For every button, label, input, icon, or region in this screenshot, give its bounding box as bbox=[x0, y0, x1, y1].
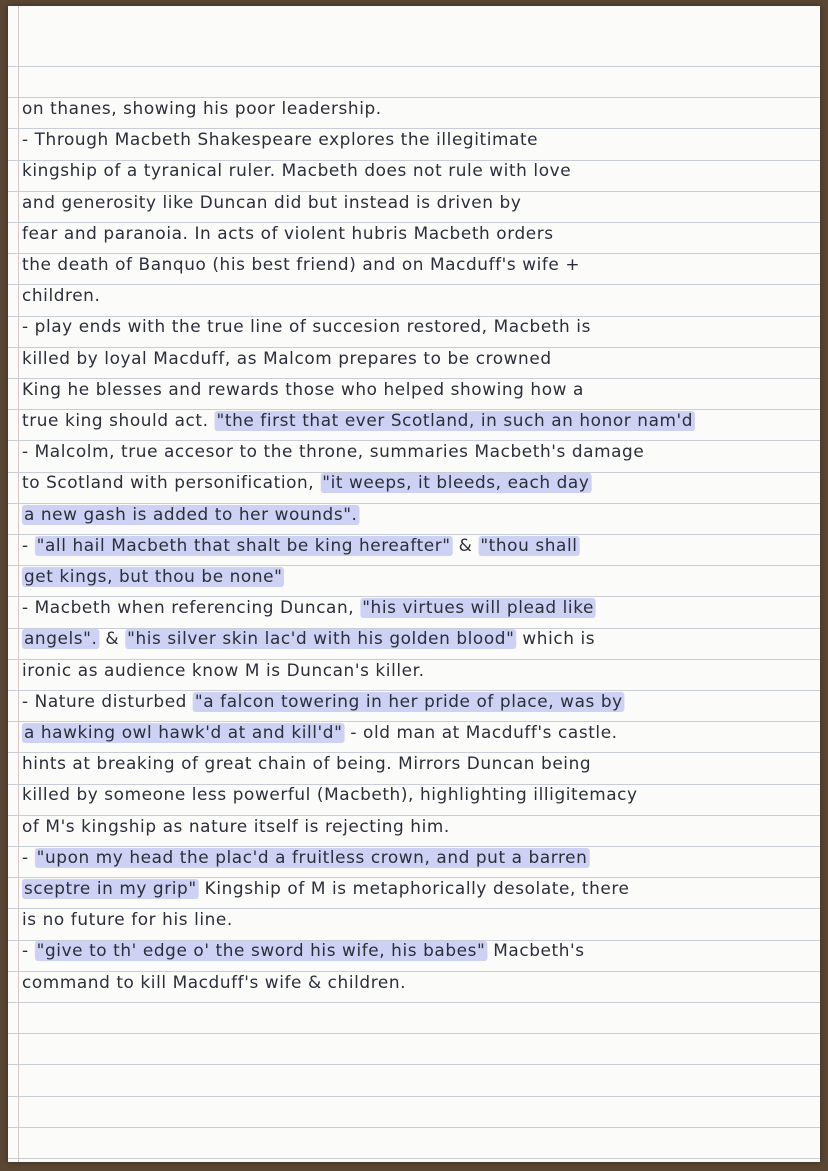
note-text: hints at breaking of great chain of being. Mirrors Duncan being bbox=[22, 754, 592, 775]
note-text: - bbox=[22, 535, 35, 556]
note-text: fear and paranoia. In acts of violent hubris Macbeth orders bbox=[22, 223, 554, 244]
ruled-line bbox=[8, 1127, 820, 1128]
note-line bbox=[22, 909, 812, 931]
note-line bbox=[22, 192, 812, 214]
note-text: - Nature disturbed bbox=[22, 691, 193, 712]
note-text: Macbeth's bbox=[487, 941, 585, 962]
note-text: & bbox=[99, 629, 126, 650]
note-text: true king should act. bbox=[22, 411, 215, 431]
note-text: is no future for his line. bbox=[22, 910, 233, 931]
note-line bbox=[22, 722, 812, 744]
note-text: command to kill Macduff's wife & children. bbox=[22, 972, 407, 993]
note-text: and generosity like Duncan did but instead is driven by bbox=[22, 192, 522, 213]
highlighted-quote: "all hail Macbeth that shalt be king hereafter" bbox=[36, 535, 451, 556]
highlighted-quote: "his silver skin lac'd with his golden blood" bbox=[127, 629, 515, 650]
note-line bbox=[22, 441, 812, 463]
highlighted-quote: "upon my head the plac'd a fruitless crown, and put a barren bbox=[36, 847, 588, 868]
ruled-line bbox=[8, 1064, 820, 1065]
note-text: Kingship of M is metaphorically desolate, there bbox=[198, 879, 630, 899]
note-line bbox=[22, 878, 812, 900]
highlighted-quote: "thou shall bbox=[480, 535, 578, 556]
ruled-line bbox=[8, 1096, 820, 1097]
note-line bbox=[22, 535, 812, 557]
note-text: children. bbox=[22, 286, 101, 307]
highlighted-quote: "it weeps, it bleeds, each day bbox=[322, 473, 590, 494]
note-line bbox=[22, 597, 812, 619]
note-line bbox=[22, 129, 812, 151]
highlighted-quote: "his virtues will plead like bbox=[362, 598, 594, 619]
highlighted-quote: angels". bbox=[23, 629, 98, 650]
note-text: - play ends with the true line of succesion restored, Macbeth is bbox=[22, 317, 591, 338]
note-text: - Through Macbeth Shakespeare explores the illegitimate bbox=[22, 130, 539, 151]
notebook-page bbox=[8, 6, 820, 1162]
note-text: which is bbox=[516, 629, 596, 650]
note-text: kingship of a tyranical ruler. Macbeth does not rule with love bbox=[22, 161, 572, 182]
ruled-line bbox=[8, 1002, 820, 1003]
highlighted-quote: a hawking owl hawk'd at and kill'd" bbox=[23, 723, 343, 743]
note-text: - Macbeth when referencing Duncan, bbox=[22, 598, 361, 619]
note-text: & bbox=[452, 535, 479, 556]
note-text: killed by someone less powerful (Macbeth), highlighting illigitemacy bbox=[22, 785, 638, 806]
highlighted-quote: a new gash is added to her wounds". bbox=[23, 504, 358, 525]
note-text: to Scotland with personification, bbox=[22, 473, 321, 494]
note-line bbox=[22, 784, 812, 806]
note-text: - old man at Macduff's castle. bbox=[344, 723, 618, 743]
ruled-line bbox=[8, 1033, 820, 1034]
note-text: the death of Banquo (his best friend) and on Macduff's wife + bbox=[22, 255, 581, 275]
note-line bbox=[22, 660, 812, 682]
note-line bbox=[22, 504, 812, 526]
highlighted-quote: "a falcon towering in her pride of place, was by bbox=[194, 691, 623, 712]
note-text: - bbox=[22, 941, 35, 962]
note-line bbox=[22, 316, 812, 338]
note-line bbox=[22, 628, 812, 650]
ruled-line bbox=[8, 1158, 820, 1159]
ruled-line bbox=[8, 66, 820, 67]
highlighted-quote: "give to th' edge o' the sword his wife, his babes" bbox=[36, 941, 486, 962]
note-line bbox=[22, 940, 812, 962]
highlighted-quote: get kings, but thou be none" bbox=[23, 567, 283, 587]
note-text: of M's kingship as nature itself is rejecting him. bbox=[22, 816, 450, 837]
note-text: ironic as audience know M is Duncan's killer. bbox=[22, 660, 425, 681]
note-text: - bbox=[22, 847, 35, 868]
note-text: King he blesses and rewards those who helped showing how a bbox=[22, 379, 584, 400]
note-line bbox=[22, 285, 812, 307]
note-line bbox=[22, 816, 812, 838]
note-line bbox=[22, 410, 812, 432]
note-line bbox=[22, 160, 812, 182]
margin-line bbox=[18, 6, 19, 1162]
note-line bbox=[22, 223, 812, 245]
note-line bbox=[22, 972, 812, 994]
note-text: on thanes, showing his poor leadership. bbox=[22, 99, 382, 119]
highlighted-quote: sceptre in my grip" bbox=[23, 879, 197, 899]
note-line bbox=[22, 379, 812, 401]
note-line bbox=[22, 753, 812, 775]
note-line bbox=[22, 348, 812, 370]
highlighted-quote: "the first that ever Scotland, in such an honor nam'd bbox=[216, 411, 694, 431]
note-line bbox=[22, 691, 812, 713]
note-text: - Malcolm, true accesor to the throne, summaries Macbeth's damage bbox=[22, 442, 645, 463]
note-line bbox=[22, 566, 812, 588]
note-line bbox=[22, 847, 812, 869]
note-line bbox=[22, 98, 812, 120]
note-text: killed by loyal Macduff, as Malcom prepares to be crowned bbox=[22, 348, 552, 369]
note-line bbox=[22, 254, 812, 276]
note-line bbox=[22, 472, 812, 494]
